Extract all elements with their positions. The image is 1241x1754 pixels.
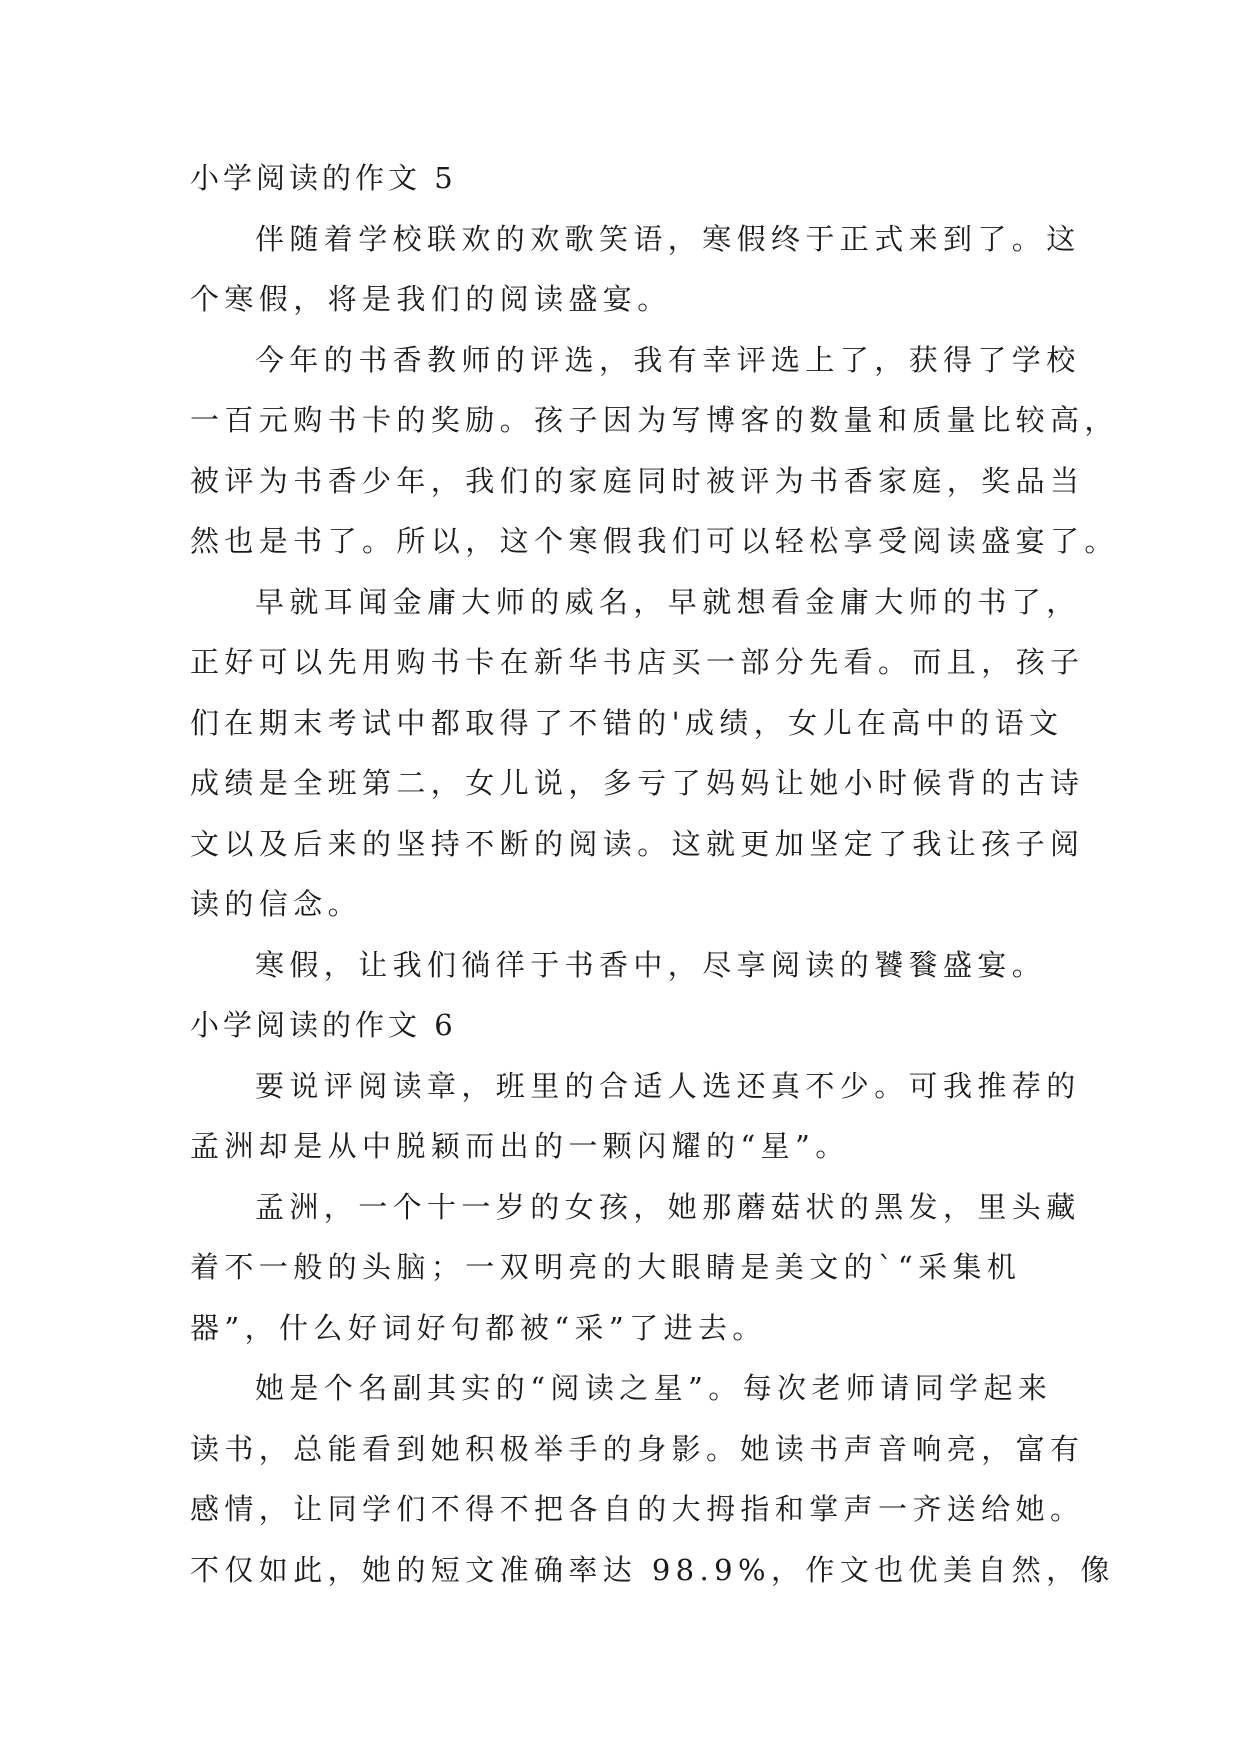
text-line: 然也是书了。所以，这个寒假我们可以轻松享受阅读盛宴了。	[190, 524, 1119, 558]
text-line: 成绩是全班第二，女儿说，多亏了妈妈让她小时候背的古诗	[190, 766, 1085, 800]
text-line: 着不一般的头脑；一双明亮的大眼睛是美文的`“采集机	[190, 1250, 1022, 1284]
text-line: 伴随着学校联欢的欢歌笑语，寒假终于正式来到了。这	[255, 221, 1081, 256]
text-line: 文以及后来的坚持不断的阅读。这就更加坚定了我让孩子阅	[190, 826, 1085, 861]
text-line: 早就耳闻金庸大师的威名，早就想看金庸大师的书了，	[255, 584, 1081, 619]
text-line: 被评为书香少年，我们的家庭同时被评为书香家庭，奖品当	[190, 463, 1085, 498]
text-line: 读的信念。	[190, 887, 363, 921]
text-line: 她是个名副其实的“阅读之星”。每次老师请同学起来	[255, 1371, 1053, 1405]
document-body	[190, 148, 1119, 1600]
text-line: 个寒假，将是我们的阅读盛宴。	[190, 282, 672, 316]
text-line: 孟洲却是从中脱颖而出的一颗闪耀的“星”。	[190, 1129, 850, 1163]
text-line: 读书，总能看到她积极举手的身影。她读书声音响亮，富有	[190, 1431, 1085, 1466]
text-line: 要说评阅读章，班里的合适人选还真不少。可我推荐的	[255, 1068, 1081, 1103]
text-line: 不仅如此，她的短文准确率达 98.9%，作文也优美自然，像	[190, 1552, 1115, 1587]
text-line: 器”，什么好词好句都被“采”了进去。	[190, 1310, 767, 1345]
text-line: 孟洲，一个十一岁的女孩，她那蘑菇状的黑发，里头藏	[255, 1189, 1081, 1224]
text-line: 们在期末考试中都取得了不错的'成绩，女儿在高中的语文	[190, 705, 1064, 740]
text-line: 感情，让同学们不得不把各自的大拇指和掌声一齐送给她。	[190, 1492, 1085, 1526]
text-line: 寒假，让我们徜徉于书香中，尽享阅读的饕餮盛宴。	[255, 947, 1047, 982]
text-line: 正好可以先用购书卡在新华书店买一部分先看。而且，孩子	[190, 645, 1085, 679]
section-heading: 小学阅读的作文 6	[190, 1008, 457, 1042]
text-line: 一百元购书卡的奖励。孩子因为写博客的数量和质量比较高，	[190, 403, 1119, 437]
section-heading: 小学阅读的作文 5	[190, 161, 457, 195]
text-line: 今年的书香教师的评选，我有幸评选上了，获得了学校	[255, 342, 1081, 377]
